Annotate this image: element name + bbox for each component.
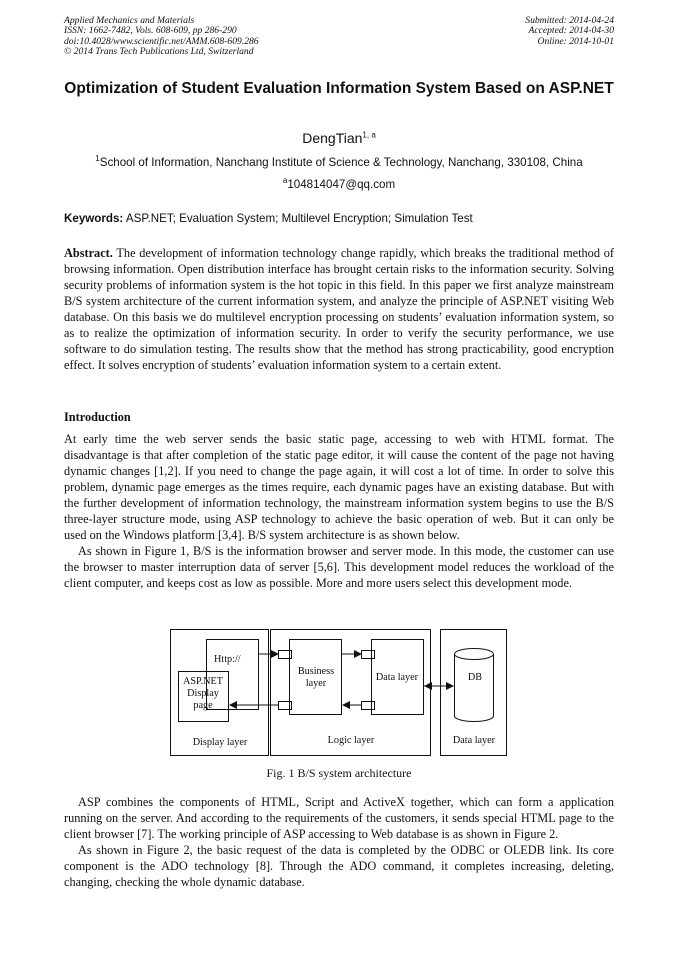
display-layer-label: Display layer (192, 737, 248, 748)
journal-header (64, 16, 259, 58)
post-figure-body (64, 794, 614, 890)
accepted-date: Accepted: 2014-04-30 (528, 25, 614, 37)
abstract-label: Abstract. (64, 246, 113, 260)
author-sup: 1, a (362, 130, 376, 140)
paper-title: Optimization of Student Evaluation Information System Based on ASP.NET (64, 80, 614, 97)
db-cylinder (455, 654, 494, 722)
data-port-bottom (362, 702, 375, 710)
journal-name: Applied Mechanics and Materials (64, 15, 195, 26)
abstract-text: The development of information technology change rapidly, which breaks the traditional method of browsing information. Open distribution interface has brought certain risks to the information security. Solving security problems of information system is the hot topic in this field. In this paper we first analyze mainstream B/S system architecture of the current information system, and analyze the principle of ASP.NET visiting Web database. On this basis we do multilevel encryption processing on students’ evaluation information system, so as to realize the optimization of information security. In order to verify the security performance, we use software to do simulation testing. The results show that the method has strong practicability, good encryption effect. It solves encryption of students’ evaluation information system to a certain extent. (64, 246, 614, 372)
introduction-heading: Introduction (64, 410, 131, 424)
business-label-line1: Business (297, 666, 335, 677)
affiliation-sup: 1 (95, 154, 100, 164)
author-line (0, 130, 678, 146)
db-cylinder-top (455, 649, 494, 660)
dates-header (525, 16, 614, 47)
submitted-date: Submitted: 2014-04-24 (525, 15, 614, 26)
author-email (0, 178, 678, 191)
http-label: Http:// (214, 654, 241, 665)
email-sup: a (282, 176, 288, 186)
asp-paragraph-2: As shown in Figure 2, the basic request of the data is completed by the ODBC or OLEDB link. Its core component is the ADO technology [8]. Through the ADO command, it completes increasing, deleting, changing, checking the whole dynamic database. (64, 843, 614, 889)
abstract (64, 245, 614, 373)
intro-paragraph-2: As shown in Figure 1, B/S is the information browser and server mode. In this mode, the customer can use the browser to master interruption data of server [5,6]. This development model reduces the workload of the client computer, and keeps cost as low as possible. More and more users select this development mode. (64, 544, 614, 590)
aspnet-label-line1: ASP.NET (183, 676, 223, 687)
email-text: 104814047@qq.com (287, 178, 396, 191)
affiliation-text: School of Information, Nanchang Institute of Science & Technology, Nanchang, 330108, China (99, 156, 583, 169)
keywords-label: Keywords: (64, 212, 124, 225)
data-port-top (362, 651, 375, 659)
intro-paragraph-1: At early time the web server sends the basic static page, accessing to web with HTML format. The disadvantage is that after completion of the static page editor, it will cause the content of the page not having dynamic changes [1,2]. If you need to change the page again, it will cost a lot of time. In order to solve this problem, dynamic page emerges as the times require, each dynamic pages have an existing database. But with the further development of information technology, the mainstream information system begins to use the B/S three-layer structure mode, using ASP technology to achieve the basic operation of web. But it can only be used on the Windows platform [3,4]. B/S system architecture is as shown below. (64, 432, 614, 542)
keywords-text: ASP.NET; Evaluation System; Multilevel Encryption; Simulation Test (125, 212, 473, 225)
aspnet-label (178, 676, 228, 712)
author-name: DengTian (302, 130, 363, 146)
business-label-line2: layer (305, 678, 327, 689)
aspnet-label-line3: page (193, 700, 213, 711)
keywords (64, 212, 624, 225)
copyright-line: © 2014 Trans Tech Publications Ltd, Switzerland (64, 46, 254, 58)
figure-1-caption: Fig. 1 B/S system architecture (266, 766, 412, 780)
affiliation (0, 156, 678, 169)
logic-layer-label: Logic layer (327, 735, 375, 746)
issn-line: ISSN: 1662-7482, Vols. 608-609, pp 286-290 (64, 25, 237, 37)
asp-paragraph-1: ASP combines the components of HTML, Script and ActiveX together, which can form a application running on the server. And according to the requirements of the customers, it sends special HTML page to the client browser [7]. The working principle of ASP accessing to Web database is as shown in Figure 2. (64, 795, 614, 841)
online-date: Online: 2014-10-01 (537, 35, 614, 47)
data-layer-label: Data layer (452, 735, 496, 746)
figure-1-bs-architecture (0, 620, 678, 760)
introduction-body (64, 431, 614, 591)
business-layer-label (290, 666, 342, 690)
aspnet-label-line2: Display (187, 688, 219, 699)
doi-line: doi:10.4028/www.scientific.net/AMM.608-609.286 (64, 35, 259, 47)
data-layer-inner-label: Data layer (375, 672, 419, 683)
db-label: DB (467, 672, 483, 683)
